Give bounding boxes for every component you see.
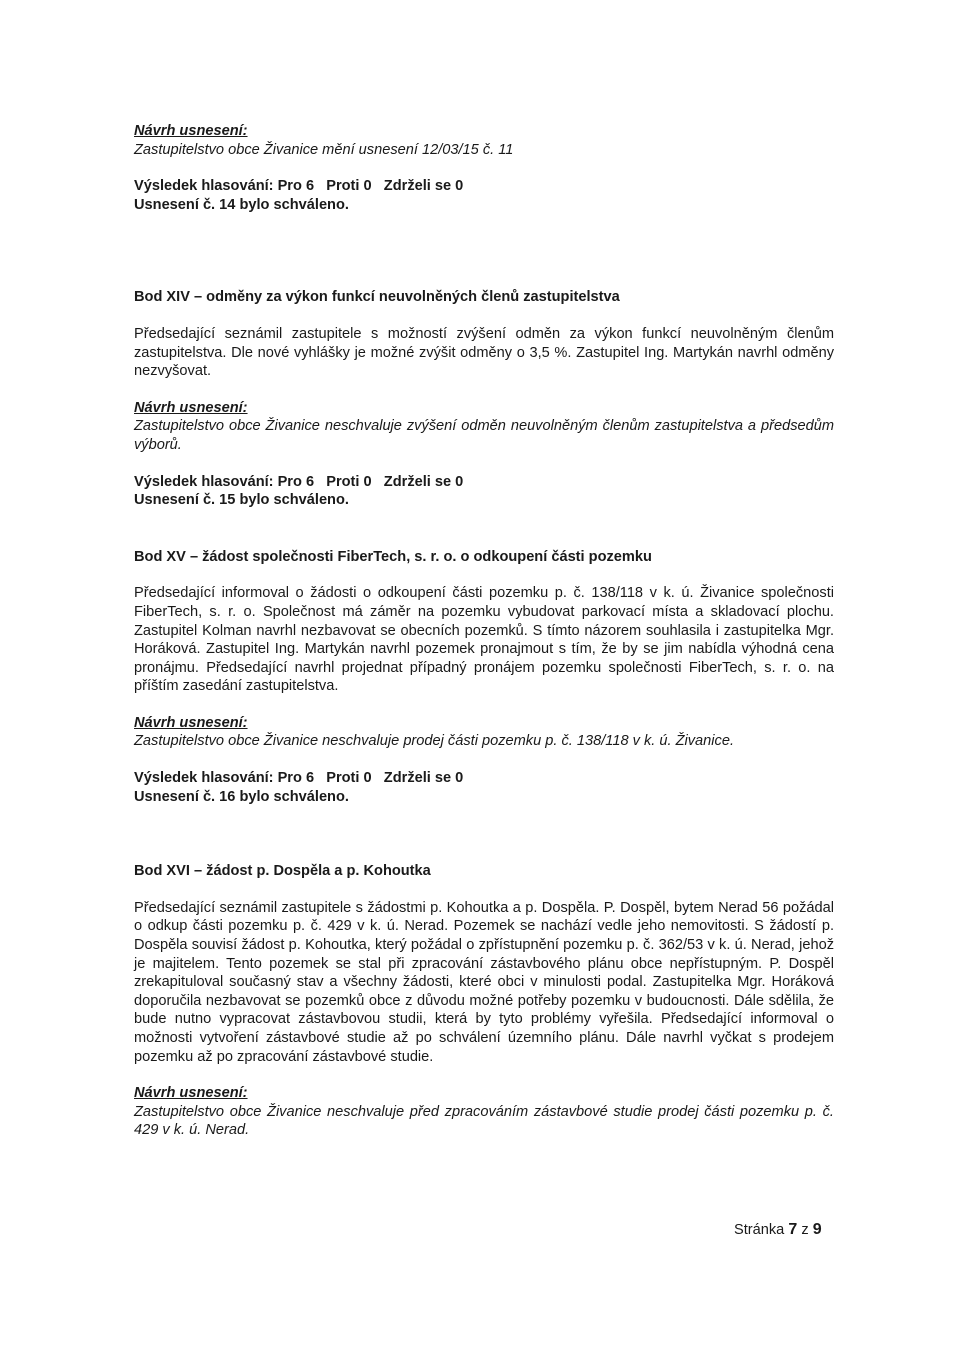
page-number bbox=[734, 1221, 822, 1239]
section-heading-bod-xvi: Bod XVI – žádost p. Dospěla a p. Kohoutka bbox=[134, 863, 431, 880]
vote-result: Výsledek hlasování: Pro 6 Proti 0 Zdrželi se 0 bbox=[134, 178, 464, 195]
proposal-heading: Návrh usnesení: bbox=[134, 399, 248, 416]
page-content bbox=[134, 122, 834, 1140]
resolution-status: Usnesení č. 16 bylo schváleno. bbox=[134, 788, 349, 805]
total-pages: 9 bbox=[812, 1221, 822, 1238]
page-label: Stránka bbox=[734, 1222, 785, 1238]
section-body-bod-xiv: Předsedající seznámil zastupitele s možností zvýšení odměn za výkon funkcí neuvolněným členům zastupitelstva. Dle nové vyhlášky je možné zvýšit odměny o 3,5 %. Zastupitel Ing. Martykán navrhl odměny nezvyšovat. bbox=[134, 325, 834, 380]
vote-result: Výsledek hlasování: Pro 6 Proti 0 Zdrželi se 0 bbox=[134, 473, 464, 490]
proposal-text: Zastupitelstvo obce Živanice neschvaluje zvýšení odměn neuvolněným členům zastupitelstva a předsedům výborů. bbox=[134, 418, 834, 453]
section-heading-bod-xiv: Bod XIV – odměny za výkon funkcí neuvolněných členů zastupitelstva bbox=[134, 289, 620, 306]
section-body-bod-xv: Předsedající informoval o žádosti o odkoupení části pozemku p. č. 138/118 v k. ú. Živanice společnosti FiberTech, s. r. o. Společnost má záměr na pozemku vybudovat parkovací místa a skladovací plochu. Zastupitel Kolman navrhl nezbavovat se obecních pozemků. S tímto názorem souhlasila i zastupitelka Mgr. Horáková. Zastupitel Ing. Martykán navrhl pozemek pronajmout s tím, že by se jim nabídla výhodná cena pronájmu. Předsedající navrhl projednat případný pronájem pozemku společnosti FiberTech, s. r. o. na příštím zasedání zastupitelstva. bbox=[134, 585, 834, 695]
resolution-status: Usnesení č. 15 bylo schváleno. bbox=[134, 492, 349, 509]
proposal-heading: Návrh usnesení: bbox=[134, 1085, 248, 1102]
page-separator: z bbox=[801, 1222, 809, 1238]
proposal-heading: Návrh usnesení: bbox=[134, 123, 248, 139]
current-page: 7 bbox=[788, 1221, 798, 1238]
vote-result: Výsledek hlasování: Pro 6 Proti 0 Zdrželi se 0 bbox=[134, 770, 464, 787]
section-heading-bod-xv: Bod XV – žádost společnosti FiberTech, s. r. o. o odkoupení části pozemku bbox=[134, 548, 652, 565]
proposal-text: Zastupitelstvo obce Živanice neschvaluje před zpracováním zástavbové studie prodej části pozemku p. č. 429 v k. ú. Nerad. bbox=[134, 1103, 834, 1139]
resolution-status: Usnesení č. 14 bylo schváleno. bbox=[134, 196, 349, 213]
proposal-heading: Návrh usnesení: bbox=[134, 714, 248, 731]
section-body-bod-xvi: Předsedající seznámil zastupitele s žádostmi p. Kohoutka a p. Dospěla. P. Dospěl, bytem Nerad 56 požádal o odkup části pozemku p. č. 429 v k. ú. Nerad. Pozemek se nachází vedle jeho nemovitosti. S žádostí p. Dospěla souvisí žádost p. Kohoutka, který požádal o zpřístupnění pozemku p. č. 362/53 v k. ú. Nerad, jehož je majitelem. Tento pozemek se stal při zpracování zástavbového plánu obce nepřístupným. P. Dospěl zrekapituloval současný stav a všechny žádosti, které obci v minulosti podal. Zastupitelka Mgr. Horáková doporučila nezbavovat se pozemků obce z důvodu možné potřeby pozemku v budoucnosti. Dále sdělila, že bude nutno vypracovat zástavbovou studii, která by tyto problémy vyřešila. Předsedající informoval o možnosti vytvoření zástavbové studie až po schválení územního plánu. Dále navrhl vyčkat s prodejem pozemku až po zpracování zástavbové studie. bbox=[134, 899, 834, 1065]
proposal-text: Zastupitelstvo obce Živanice neschvaluje prodej části pozemku p. č. 138/118 v k. ú. Živanice. bbox=[134, 733, 735, 750]
proposal-text: Zastupitelstvo obce Živanice mění usnesení 12/03/15 č. 11 bbox=[134, 141, 514, 158]
